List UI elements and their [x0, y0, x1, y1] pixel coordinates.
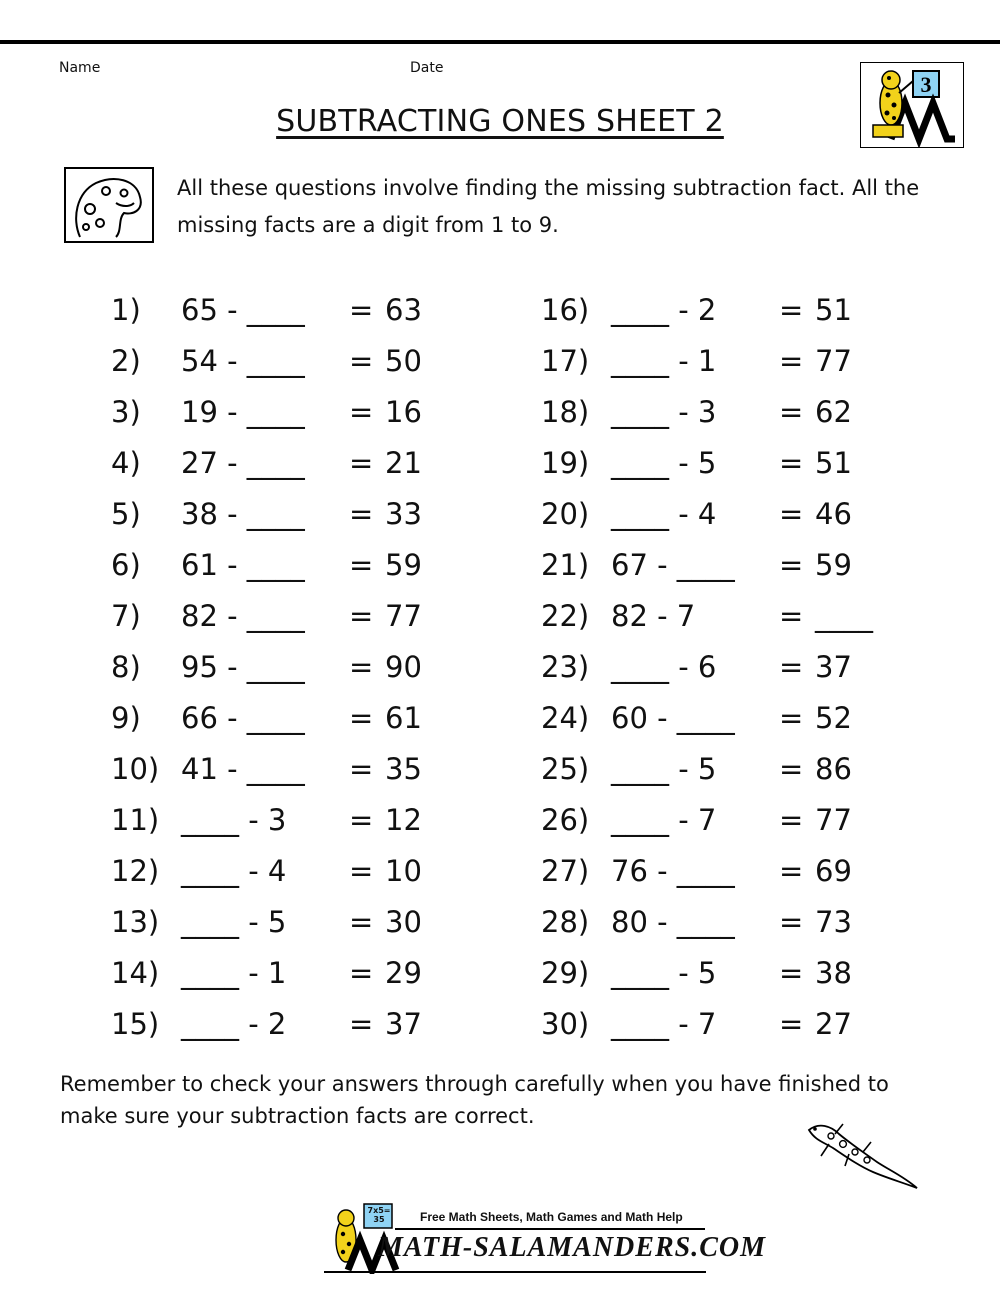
equals-sign: = [779, 599, 804, 633]
question-expression: ____ - 5 [611, 956, 717, 990]
question-expression: ____ - 5 [611, 446, 717, 480]
question-result: 29 [385, 956, 422, 990]
question-number: 16) [541, 293, 590, 327]
question-number: 2) [111, 344, 141, 378]
question-expression: ____ - 6 [611, 650, 717, 684]
question-expression: 60 - ____ [611, 701, 735, 735]
footer-tagline: Free Math Sheets, Math Games and Math Help [420, 1210, 683, 1224]
question-number: 14) [111, 956, 160, 990]
question-number: 15) [111, 1007, 160, 1041]
question-number: 22) [541, 599, 590, 633]
name-label: Name [59, 60, 101, 76]
question-number: 7) [111, 599, 141, 633]
equals-sign: = [779, 395, 804, 429]
equals-sign: = [349, 344, 374, 378]
question-result: 35 [385, 752, 422, 786]
question-expression: 54 - ____ [181, 344, 305, 378]
top-rule [0, 40, 1000, 44]
question-result: ____ [815, 599, 873, 633]
question-result: 52 [815, 701, 852, 735]
question-number: 26) [541, 803, 590, 837]
question-expression: 76 - ____ [611, 854, 735, 888]
question-number: 27) [541, 854, 590, 888]
question-result: 16 [385, 395, 422, 429]
question-result: 51 [815, 446, 852, 480]
question-number: 23) [541, 650, 590, 684]
equals-sign: = [349, 854, 374, 888]
question-expression: ____ - 5 [611, 752, 717, 786]
question-number: 10) [111, 752, 160, 786]
question-result: 37 [815, 650, 852, 684]
question-result: 90 [385, 650, 422, 684]
equals-sign: = [779, 803, 804, 837]
question-result: 63 [385, 293, 422, 327]
question-result: 86 [815, 752, 852, 786]
equals-sign: = [779, 650, 804, 684]
question-number: 18) [541, 395, 590, 429]
question-expression: 66 - ____ [181, 701, 305, 735]
equals-sign: = [779, 497, 804, 531]
question-expression: 82 - 7 [611, 599, 696, 633]
equals-sign: = [779, 854, 804, 888]
question-result: 59 [815, 548, 852, 582]
question-result: 62 [815, 395, 852, 429]
question-result: 69 [815, 854, 852, 888]
question-result: 73 [815, 905, 852, 939]
question-expression: 38 - ____ [181, 497, 305, 531]
equals-sign: = [779, 701, 804, 735]
equals-sign: = [349, 497, 374, 531]
equals-sign: = [349, 599, 374, 633]
question-result: 38 [815, 956, 852, 990]
question-number: 6) [111, 548, 141, 582]
question-expression: ____ - 1 [181, 956, 287, 990]
grade-number: 3 [920, 72, 932, 97]
equals-sign: = [349, 446, 374, 480]
equals-sign: = [349, 548, 374, 582]
question-number: 8) [111, 650, 141, 684]
question-expression: ____ - 7 [611, 803, 717, 837]
question-expression: 27 - ____ [181, 446, 305, 480]
equals-sign: = [779, 446, 804, 480]
question-result: 50 [385, 344, 422, 378]
question-number: 9) [111, 701, 141, 735]
question-result: 27 [815, 1007, 852, 1041]
question-result: 46 [815, 497, 852, 531]
question-number: 25) [541, 752, 590, 786]
equals-sign: = [779, 752, 804, 786]
date-label: Date [410, 60, 444, 76]
equals-sign: = [779, 344, 804, 378]
salamander-face-icon [64, 167, 154, 243]
question-number: 1) [111, 293, 141, 327]
equals-sign: = [349, 1007, 374, 1041]
equals-sign: = [779, 1007, 804, 1041]
question-result: 77 [815, 803, 852, 837]
equals-sign: = [349, 803, 374, 837]
question-number: 5) [111, 497, 141, 531]
question-expression: 82 - ____ [181, 599, 305, 633]
question-number: 28) [541, 905, 590, 939]
question-result: 77 [385, 599, 422, 633]
question-expression: ____ - 7 [611, 1007, 717, 1041]
question-number: 19) [541, 446, 590, 480]
equals-sign: = [779, 293, 804, 327]
question-expression: ____ - 5 [181, 905, 287, 939]
question-number: 4) [111, 446, 141, 480]
equals-sign: = [349, 905, 374, 939]
question-expression: ____ - 4 [611, 497, 717, 531]
footer-rule [395, 1228, 705, 1230]
question-result: 77 [815, 344, 852, 378]
question-number: 20) [541, 497, 590, 531]
question-expression: ____ - 3 [181, 803, 287, 837]
equals-sign: = [349, 395, 374, 429]
question-number: 29) [541, 956, 590, 990]
question-number: 3) [111, 395, 141, 429]
question-result: 30 [385, 905, 422, 939]
question-number: 11) [111, 803, 160, 837]
question-expression: ____ - 2 [181, 1007, 287, 1041]
question-expression: 95 - ____ [181, 650, 305, 684]
question-result: 21 [385, 446, 422, 480]
question-result: 37 [385, 1007, 422, 1041]
question-expression: ____ - 1 [611, 344, 717, 378]
question-expression: ____ - 3 [611, 395, 717, 429]
salamander-illustration [805, 1118, 920, 1193]
question-result: 10 [385, 854, 422, 888]
footer-site-name: MATH-SALAMANDERS.COM [378, 1232, 766, 1263]
question-result: 12 [385, 803, 422, 837]
instructions-text: All these questions involve finding the missing subtraction fact. All the missing facts are a digit from 1 to 9. [177, 176, 920, 237]
question-number: 21) [541, 548, 590, 582]
worksheet-title: SUBTRACTING ONES SHEET 2 [276, 104, 724, 139]
question-result: 59 [385, 548, 422, 582]
question-result: 61 [385, 701, 422, 735]
reminder-note: Remember to check your answers through carefully when you have finished to make sure your subtraction facts are correct. [60, 1072, 889, 1128]
question-expression: ____ - 4 [181, 854, 287, 888]
question-expression: 19 - ____ [181, 395, 305, 429]
question-expression: 67 - ____ [611, 548, 735, 582]
question-expression: 65 - ____ [181, 293, 305, 327]
question-number: 17) [541, 344, 590, 378]
question-number: 24) [541, 701, 590, 735]
question-result: 51 [815, 293, 852, 327]
question-number: 30) [541, 1007, 590, 1041]
logo-badge-text: 7x5= 35 [367, 1206, 391, 1224]
equals-sign: = [349, 293, 374, 327]
question-number: 12) [111, 854, 160, 888]
question-number: 13) [111, 905, 160, 939]
equals-sign: = [349, 956, 374, 990]
question-result: 33 [385, 497, 422, 531]
equals-sign: = [349, 650, 374, 684]
equals-sign: = [349, 701, 374, 735]
question-expression: 61 - ____ [181, 548, 305, 582]
equals-sign: = [779, 905, 804, 939]
equals-sign: = [779, 548, 804, 582]
question-expression: ____ - 2 [611, 293, 717, 327]
question-expression: 80 - ____ [611, 905, 735, 939]
equals-sign: = [779, 956, 804, 990]
equals-sign: = [349, 752, 374, 786]
question-expression: 41 - ____ [181, 752, 305, 786]
